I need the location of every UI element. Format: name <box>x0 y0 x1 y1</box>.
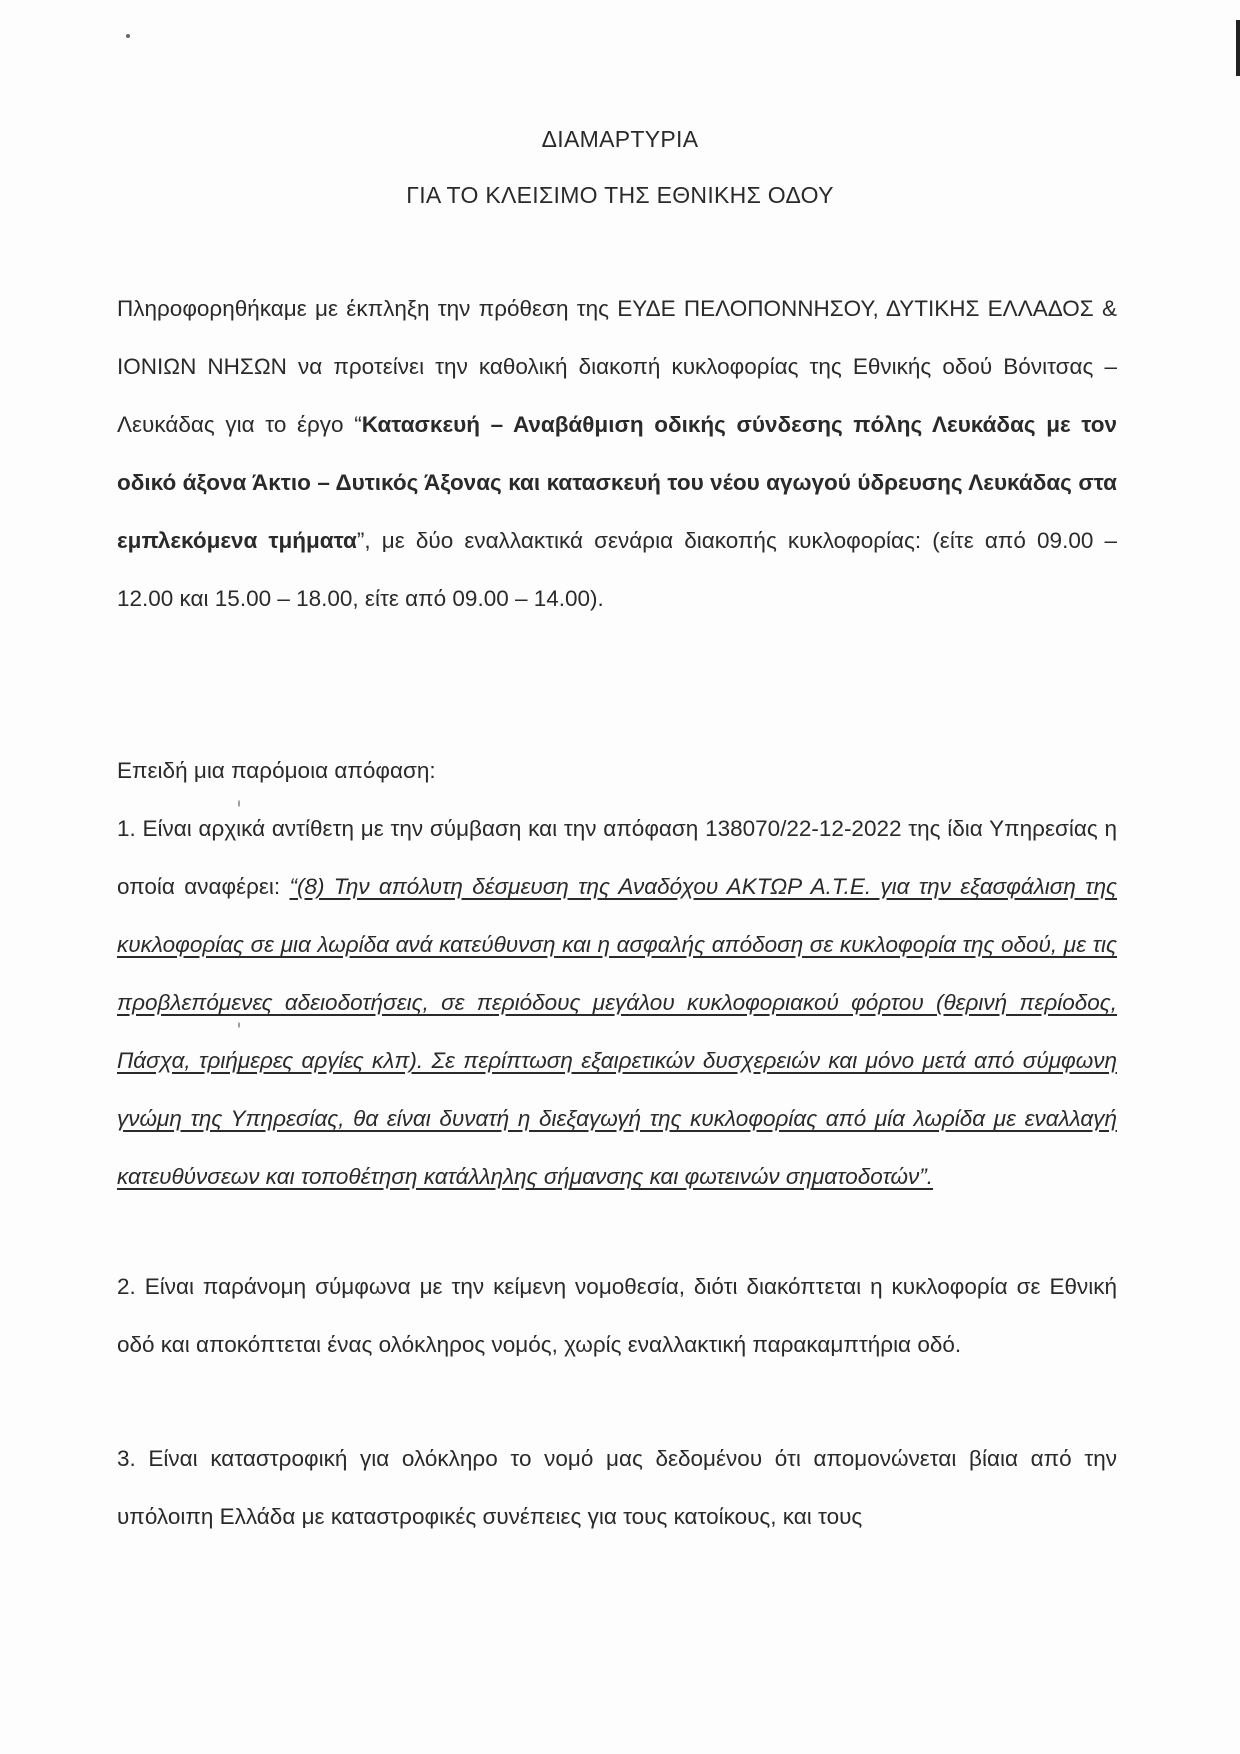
point-1-text: 1. Είναι αρχικά αντίθετη με την σύμβαση και την απόφαση 138070/22-12-2022 της ίδια Υπηρεσίας η οποία αναφέρει: <box>117 816 1117 899</box>
document-title: ΔΙΑΜΑΡΤΥΡΙΑ <box>541 126 699 152</box>
point-1 <box>117 800 1117 1206</box>
point-2: 2. Είναι παράνομη σύμφωνα με την κείμενη νομοθεσία, διότι διακόπτεται η κυκλοφορία σε Εθνική οδό και αποκόπτεται ένας ολόκληρος νομός, χωρίς εναλλακτική παρακαμπτήρια οδό. <box>117 1274 1117 1357</box>
project-title: Κατασκευή – Αναβάθμιση οδικής σύνδεσης πόλης Λευκάδας με τον οδικό άξονα Άκτιο – Δυτικός Άξονας και κατασκευή του νέου αγωγού ύδρευσης Λευκάδας στα εμπλεκόμενα τμήματα <box>117 412 1118 553</box>
scan-speck <box>126 34 130 38</box>
scan-edge-mark <box>1236 20 1240 76</box>
point-3: 3. Είναι καταστροφική για ολόκληρο το νομό μας δεδομένου ότι απομονώνεται βίαια από την υπόλοιπη Ελλάδα με καταστροφικές συνέπειες για τους κατοίκους, και τους <box>117 1446 1117 1529</box>
point-1-quote: “(8) Την απόλυτη δέσμευση της Αναδόχου ΑΚΤΩΡ Α.Τ.Ε. για την εξασφάλιση της κυκλοφορίας σε μια λωρίδα ανά κατεύθυνση και η ασφαλής απόδοση σε κυκλοφορία της οδού, με τις προβλεπόμενες αδειοδοτήσεις, σε περιόδους μεγάλου κυκλοφοριακού φόρτου (θερινή περίοδος, Πάσχα, τριήμερες αργίες κλπ). Σε περίπτωση εξαιρετικών δυσχερειών και μόνο μετά από σύμφωνη γνώμη της Υπηρεσίας, θα είναι δυνατή η διεξαγωγή της κυκλοφορίας από μία λωρίδα με εναλλαγή κατευθύνσεων και τοποθέτηση κατάλληλης σήμανσης και φωτεινών σηματοδοτών”. <box>117 874 1117 1189</box>
because-heading: Επειδή μια παρόμοια απόφαση: <box>117 758 436 783</box>
intro-text-start: Πληροφορηθήκαμε με έκπληξη την πρόθεση της ΕΥΔΕ ΠΕΛΟΠΟΝΝΗΣΟΥ, ΔΥΤΙΚΗΣ ΕΛΛΑΔΟΣ & ΙΟΝΙΩΝ ΝΗΣΩΝ να προτείνει την καθολική διακοπή κυκλοφορίας της Εθνικής οδού Βόνιτσας – Λευκάδας για το έργο “ <box>117 296 1117 437</box>
intro-paragraph <box>117 280 1117 628</box>
document-subtitle: ΓΙΑ ΤΟ ΚΛΕΙΣΙΜΟ ΤΗΣ ΕΘΝΙΚΗΣ ΟΔΟΥ <box>406 182 834 208</box>
intro-text-end: ”, με δύο εναλλακτικά σενάρια διακοπής κυκλοφορίας: (είτε από 09.00 – 12.00 και 15.00 – 18.00, είτε από 09.00 – 14.00). <box>117 528 1117 611</box>
